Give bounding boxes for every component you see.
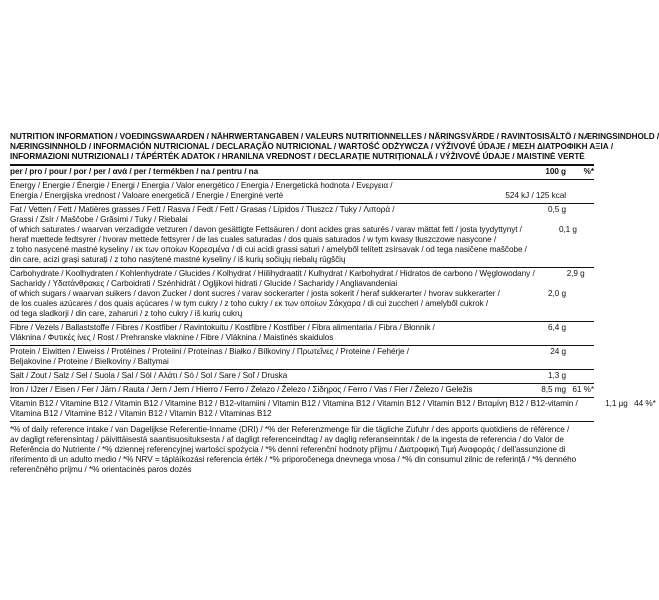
- fat-section: [10, 204, 594, 267]
- fibre-value: 6,4 g: [548, 323, 566, 332]
- footnote-line: riferimento di un adulto medio / *% NRV = tápláíkozási referencia érték / *% priporočenega dnevnega vnosa / *% din consumul zilnic de referință / *% denného: [10, 455, 577, 464]
- b12-label: Vitamin B12 / Vitamine B12 / Vitamin B12 / Vitamine B12 / B12-vitamiini / Vitamin B12 / Vitamina B12 / Vitamin B12 / Vitamin B12 / Βιταμίνη B12 / B12-vitamin /: [10, 399, 578, 408]
- per-row: [10, 166, 594, 179]
- fat-value: 0,5 g: [548, 205, 566, 214]
- footnote: [10, 425, 594, 475]
- header-line: NÆRINGSINNHOLD / INFORMACIÓN NUTRICIONAL / DECLARAÇÃO NUTRICIONAL / WARTOŚĆ ODŻYWCZA / VÝŽIVOVÉ ÚDAJE / ΜΕΣΗ ΔΙΑΤΡΟΦΙΚΗ ΑΞΙΑ /: [10, 142, 614, 151]
- protein-label: Protein / Eiwitten / Eiweiss / Protéines / Proteiini / Proteínas / Białko / Bílkoviny / Πρωτεΐνες / Proteine / Fehérje /: [10, 347, 409, 356]
- salt-row: [10, 370, 594, 383]
- header-line: INFORMAZIONI NUTRIZIONALI / TÁPÉRTÉK ADATOK / HRANILNA VREDNOST / DECLARAȚIE NUTRIȚIONALĂ / VÝŽIVOVÉ ÚDAJE / MAISTINĖ VERTĖ: [10, 152, 585, 161]
- fibre-label: Fibre / Vezels / Ballaststoffe / Fibres / Kostfiber / Ravintokuitu / Kostfibre / Kostfiber / Fibra alimentaria / Fibra / Błonnik /: [10, 323, 435, 332]
- fat-label: Fat / Vetten / Fett / Matières grasses / Fett / Rasva / Fedt / Fett / Grasas / Lípidos / Tłuszcz / Tuky / Λιπορά /: [10, 205, 395, 214]
- percent-header: %*: [583, 167, 594, 176]
- sugars-label: od tega sladkorji / din care, zaharuri / z toho cukry / iš kurių cukrų: [10, 309, 243, 318]
- per-100g-header: 100 g: [545, 167, 566, 176]
- header-line: NUTRITION INFORMATION / VOEDINGSWAARDEN / NÄHRWERTANGABEN / VALEURS NUTRITIONNELLES / NÄRINGSVÄRDE / RAVINTOSISÄLTÖ / NÆRINGSINDHOLD /: [10, 132, 659, 141]
- fat-label: Grassi / Zsír / Maščobe / Grăsimi / Tuky / Riebalai: [10, 215, 188, 224]
- nutrition-label: [10, 132, 659, 475]
- b12-value: 1,1 µg: [605, 399, 628, 408]
- energy-label: Energy / Energie / Énergie / Energi / Energia / Valor energético / Energia / Energetická hodnota / Ενεργεια /: [10, 181, 393, 190]
- energy-label: Energia / Energijska vrednost / Valoare energetică / Energie / Energinė vertė: [10, 191, 284, 200]
- protein-row: [10, 346, 594, 369]
- saturates-label: z toho nasycené mastné kyseliny / εκ των οποίων Κορεσμένα / di cui acidi grassi saturi / amelyből telített zsírsavak / od tega nasičene maščobe /: [10, 245, 527, 254]
- per-label: per / pro / pour / por / per / ανά / per / termékben / na / pentru / na: [10, 167, 259, 176]
- carbs-label: Sacharidy / Υδατάνθρακες / Carboidrati / Szénhidrát / Ogljikovi hidrati / Glucide / Sacharidy / Angliavandeniai: [10, 279, 398, 288]
- fibre-label: Vláknina / Φυτικές ίνες / Rost / Prehranske vlaknine / Fibre / Vláknina / Maistinės skaidulos: [10, 333, 334, 342]
- footnote-line: referenčného príjmu / *% orientacinės paros dozės: [10, 465, 192, 474]
- sugars-label: de los cuales azúcares / dos quais açúcares / w tym cukry / z toho cukry / εκ των οποίων Σάκχαρα / di cui zuccheri / amelyből cukrok /: [10, 299, 489, 308]
- sugars-value: 2,0 g: [548, 289, 566, 298]
- protein-label: Beljakovine / Proteine / Bielkoviny / Baltymai: [10, 357, 169, 366]
- saturates-value: 0,1 g: [558, 225, 577, 234]
- b12-label: Vitamina B12 / Vitamine B12 / Vitamin B12 / Vitamin B12 / Vitaminas B12: [10, 409, 272, 418]
- iron-percent: 61 %*: [572, 385, 594, 394]
- b12-row: [10, 398, 656, 421]
- energy-value: 524 kJ / 125 kcal: [505, 191, 566, 200]
- fibre-row: [10, 322, 594, 345]
- footer-rule: [10, 421, 594, 422]
- saturates-label: din care, acizi grași saturați / z toho nasýtené mastné kyseliny / iš kurių sočiųjų riebalų rūgščių: [10, 255, 346, 264]
- saturates-label: of which saturates / waarvan verzadigde vetzuren / davon gesättigte Fettsäuren / dont acides gras saturés / varav mättat fett / josta tyydyttynyt /: [10, 225, 522, 234]
- footnote-line: av dagligt referensintag / päivittäisestä saantisuosituksesta / af dagligt referenceindtag / av daglig referanseinntak / de la ingesta de referencia / do Valor de: [10, 435, 564, 444]
- sugars-label: of which sugars / waarvan suikers / davon Zucker / dont sucres / varav sockerarter / josta sokerit / heraf sukkerarter / hvorav sukkerarter /: [10, 289, 500, 298]
- iron-value: 8,5 mg: [541, 385, 566, 394]
- carbs-label: Carbohydrate / Koolhydraten / Kohlenhydrate / Glucides / Kolhydrat / Hiilihydraatit / Kulhydrat / Karbohydrat / Hidratos de carbono / Węglowodany /: [10, 269, 535, 278]
- iron-label: Iron / IJzer / Eisen / Fer / Järn / Rauta / Jern / Jern / Hierro / Ferro / Żelazo / Železo / Σίδηρος / Ferro / Vas / Fier / Železo / Geležis: [10, 385, 473, 394]
- carbs-value: 2,9 g: [566, 269, 585, 278]
- footnote-line: Referência do Nutriente / *% dziennej referencyjnej wartości spożycia / *% denní referenční hodnoty příjmu / Διατροφική Τιμή Αναφοράς / dell'assunzione di: [10, 445, 566, 454]
- b12-percent: 44 %*: [634, 399, 656, 408]
- salt-value: 1,3 g: [548, 371, 566, 380]
- saturates-label: heraf mættede fedtsyrer / hvorav mettede fettsyrer / de las cuales saturadas / dos quais saturados / w tym kwasy tłuszczowe nasycone /: [10, 235, 497, 244]
- energy-row: [10, 180, 594, 203]
- footnote-line: *% of daily reference intake / van Dagelijkse Referentie-Inname (DRI) / *% der Referenzmenge für die tägliche Zufuhr / des apports quotidiens de référence /: [10, 425, 570, 434]
- iron-row: [10, 384, 594, 397]
- carbs-section: [10, 268, 594, 321]
- salt-label: Salt / Zout / Salz / Sel / Suola / Sal / Sól / Αλάτι / Só / Sol / Sare / Soľ / Druska: [10, 371, 288, 380]
- label-header: [10, 132, 659, 162]
- protein-value: 24 g: [550, 347, 566, 356]
